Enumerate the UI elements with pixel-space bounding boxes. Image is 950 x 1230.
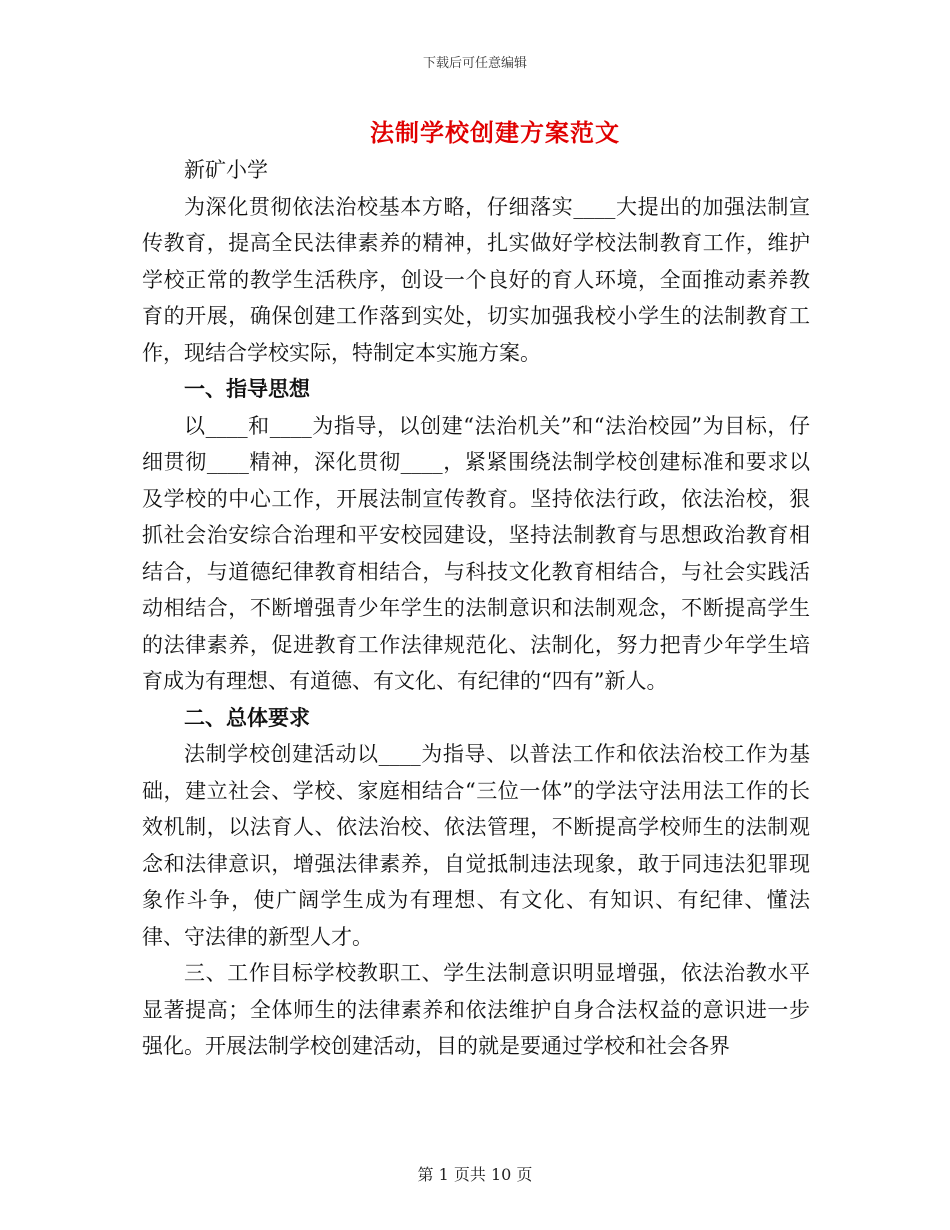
document-title: 法制学校创建方案范文 xyxy=(370,118,620,147)
page-footer-number: 第 1 页共 10 页 xyxy=(417,1165,533,1184)
section-heading-general-requirements: 二、总体要求 xyxy=(184,705,310,730)
document-body xyxy=(142,152,810,1065)
intro-paragraph: 为深化贯彻依法治校基本方略，仔细落实____大提出的加强法制宣传教育，提高全民法律素养的精神，扎实做好学校法制教育工作，维护学校正常的教学生活秩序，创设一个良好的育人环境，全面推动素养教育的开展，确保创建工作落到实处，切实加强我校小学生的法制教育工作，现结合学校实际，特制定本实施方案。 xyxy=(142,194,810,365)
section-heading-guiding-ideology: 一、指导思想 xyxy=(184,377,310,401)
school-name: 新矿小学 xyxy=(184,158,268,182)
section-body-work-goals: 三、工作目标学校教职工、学生法制意识明显增强，依法治教水平显著提高；全体师生的法律素养和依法维护自身合法权益的意识进一步强化。开展法制学校创建活动，目的就是要通过学校和社会各界 xyxy=(142,961,810,1058)
page-header-note: 下载后可任意编辑 xyxy=(422,56,527,71)
section-body-general-requirements: 法制学校创建活动以____为指导、以普法工作和依法治校工作为基础，建立社会、学校、家庭相结合“三位一体”的学法守法用法工作的长效机制，以法育人、依法治校、依法管理，不断提高学校师生的法制观念和法律意识，增强法律素养，自觉抵制违法现象，敢于同违法犯罪现象作斗争，使广阔学生成为有理想、有文化、有知识、有纪律、懂法律、守法律的新型人才。 xyxy=(142,742,810,949)
section-body-guiding-ideology: 以____和____为指导，以创建“法治机关”和“法治校园”为目标，仔细贯彻____精神，深化贯彻____，紧紧围绕法制学校创建标准和要求以及学校的中心工作，开展法制宣传教育。坚持依法行政，依法治校，狠抓社会治安综合治理和平安校园建设，坚持法制教育与思想政治教育相结合，与道德纪律教育相结合，与科技文化教育相结合，与社会实践活动相结合，不断增强青少年学生的法制意识和法制观念，不断提高学生的法律素养，促进教育工作法律规范化、法制化，努力把青少年学生培育成为有理想、有道德、有文化、有纪律的“四有”新人。 xyxy=(142,413,810,693)
